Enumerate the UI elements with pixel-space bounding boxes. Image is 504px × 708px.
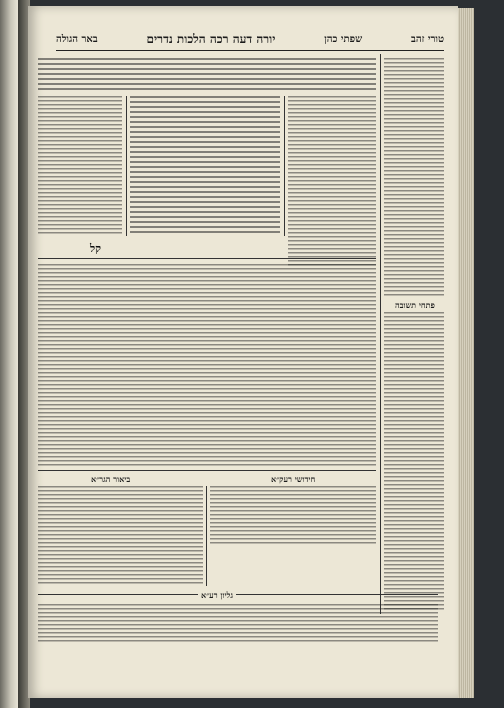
page-stack-edge — [458, 8, 474, 698]
page-header — [56, 28, 444, 51]
section-rule-2 — [38, 470, 376, 471]
body-commentary-text — [38, 264, 376, 466]
header-right: באר הגולה — [56, 33, 98, 45]
margin-divider — [380, 54, 381, 614]
chidushei-label: חידושי רעק״א — [268, 474, 318, 484]
section-rule — [38, 258, 376, 259]
header-left: טורי זהב — [411, 33, 444, 45]
section-rule-3 — [38, 594, 438, 595]
paragraph-mark: קל — [90, 242, 102, 255]
header-title: יורה דעה רכה הלכות נדרים — [146, 31, 276, 46]
main-text-top — [38, 58, 376, 92]
column-divider-3 — [206, 486, 207, 586]
book-page — [28, 6, 458, 698]
column-divider-2 — [284, 96, 285, 236]
beur-hagra-label: ביאור הגר״א — [88, 474, 133, 484]
header-left-mid: שפתי כהן — [324, 33, 363, 45]
shach-commentary-text — [288, 96, 376, 266]
taz-commentary-text — [38, 96, 122, 236]
margin-section-label: פתחי תשובה — [392, 300, 438, 310]
margin-commentary-text-2 — [384, 312, 444, 612]
margin-commentary-text — [384, 58, 444, 298]
chidushei-text — [210, 486, 376, 546]
beur-hagra-text — [38, 486, 203, 586]
previous-page-edge — [0, 0, 18, 708]
gilyon-label: גליון רע״א — [198, 590, 236, 600]
gilyon-text — [38, 604, 438, 644]
shulchan-aruch-text — [130, 96, 280, 236]
column-divider — [126, 96, 127, 236]
